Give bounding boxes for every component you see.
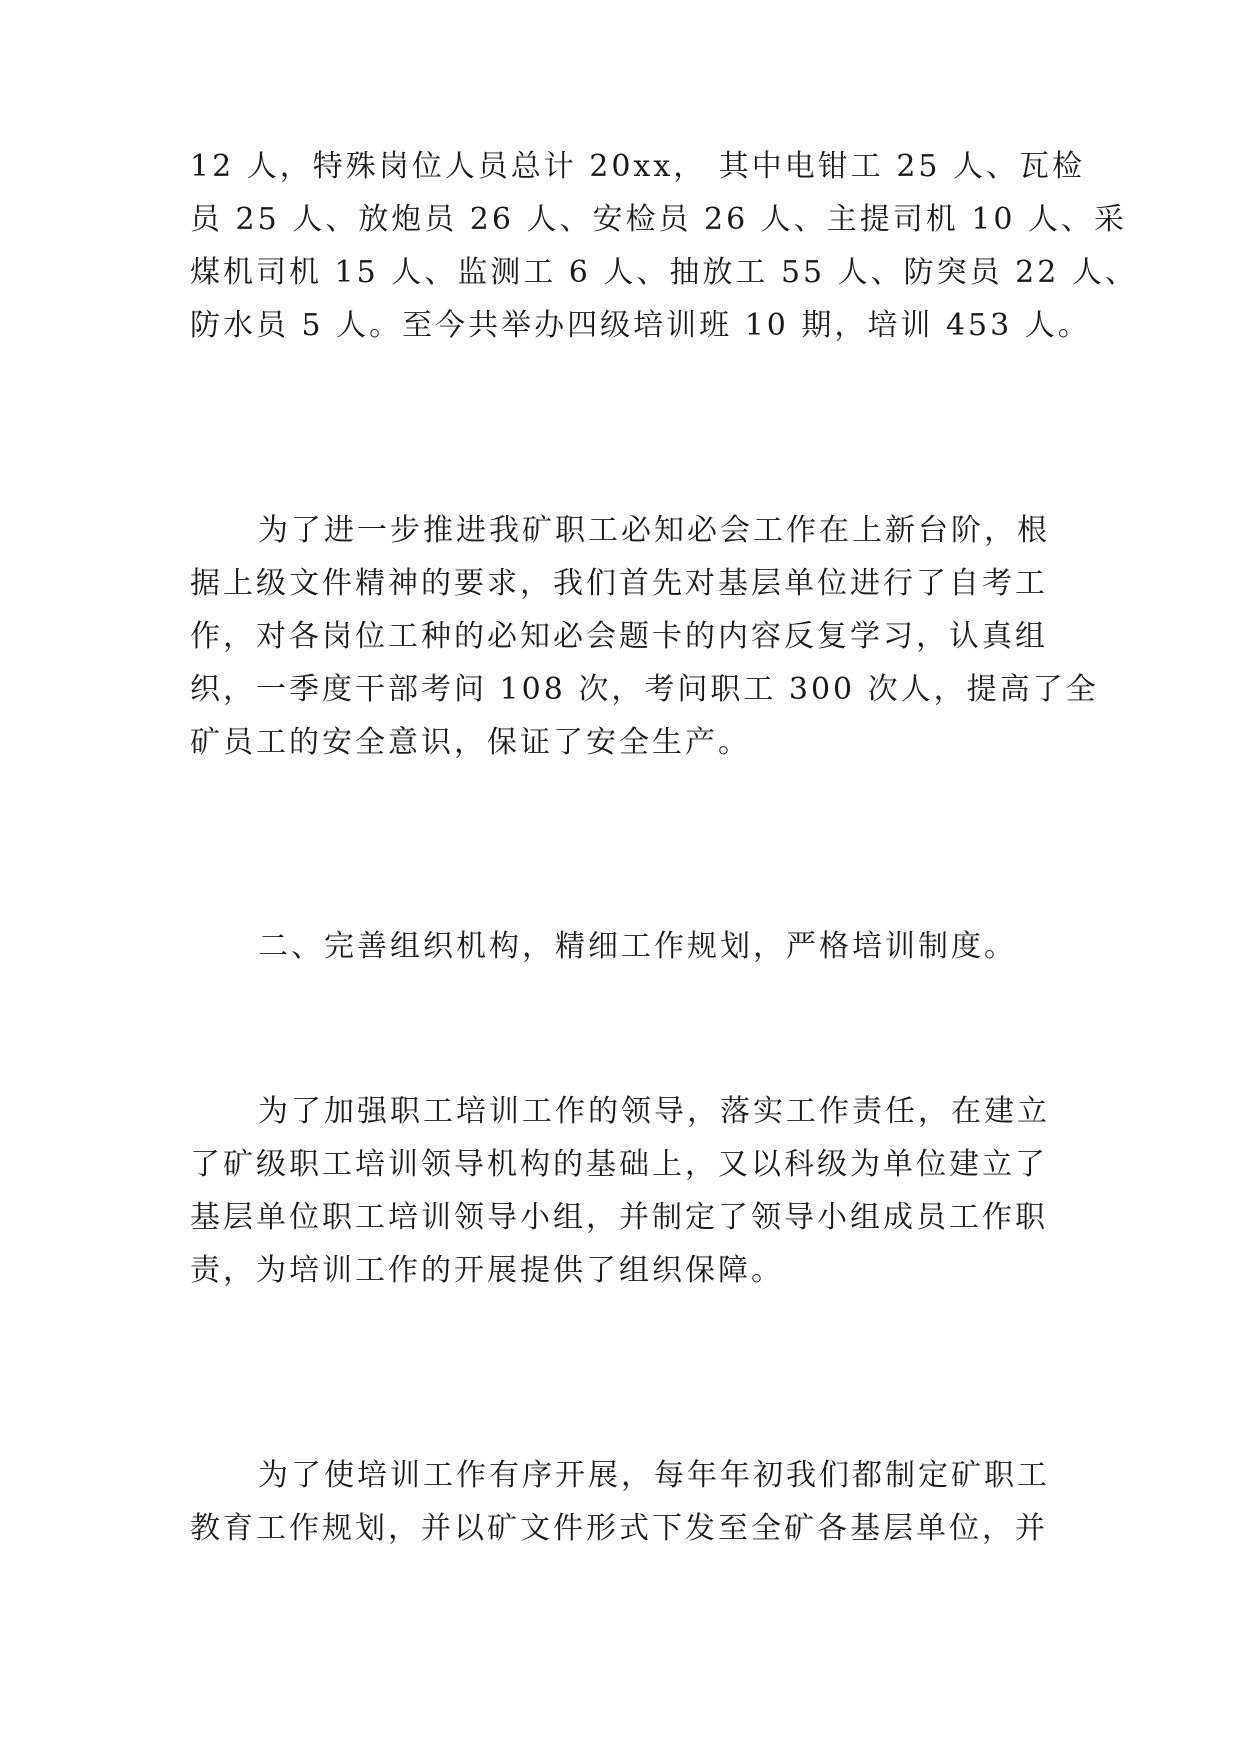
text-line: 矿员工的安全意识，保证了安全生产。 xyxy=(190,725,751,760)
text-line: 了矿级职工培训领导机构的基础上，又以科级为单位建立了 xyxy=(190,1147,1048,1182)
text-line: 防水员 5 人。至今共举办四级培训班 10 期，培训 453 人。 xyxy=(190,308,1091,343)
text-line: 据上级文件精神的要求，我们首先对基层单位进行了自考工 xyxy=(190,566,1048,601)
text-line: 责，为培训工作的开展提供了组织保障。 xyxy=(190,1253,784,1288)
text-line: 教育工作规划，并以矿文件形式下发至全矿各基层单位，并 xyxy=(190,1511,1048,1546)
section-heading-text: 二、完善组织机构，精细工作规划，严格培训制度。 xyxy=(258,929,1017,964)
text-line: 为了进一步推进我矿职工必知必会工作在上新台阶，根 xyxy=(258,513,1050,548)
text-line: 作，对各岗位工种的必知必会题卡的内容反复学习，认真组 xyxy=(190,619,1048,654)
text-line: 为了使培训工作有序开展，每年年初我们都制定矿职工 xyxy=(258,1458,1050,1493)
text-line: 基层单位职工培训领导小组，并制定了领导小组成员工作职 xyxy=(190,1200,1048,1235)
text-line: 为了加强职工培训工作的领导，落实工作责任，在建立 xyxy=(258,1094,1050,1129)
text-line: 12 人，特殊岗位人员总计 20xx， 其中电钳工 25 人、瓦检 xyxy=(190,149,1086,184)
text-line: 煤机司机 15 人、监测工 6 人、抽放工 55 人、防突员 22 人、 xyxy=(190,255,1138,290)
text-line: 员 25 人、放炮员 26 人、安检员 26 人、主提司机 10 人、采 xyxy=(190,202,1127,237)
text-line: 织，一季度干部考问 108 次，考问职工 300 次人，提高了全 xyxy=(190,672,1099,707)
